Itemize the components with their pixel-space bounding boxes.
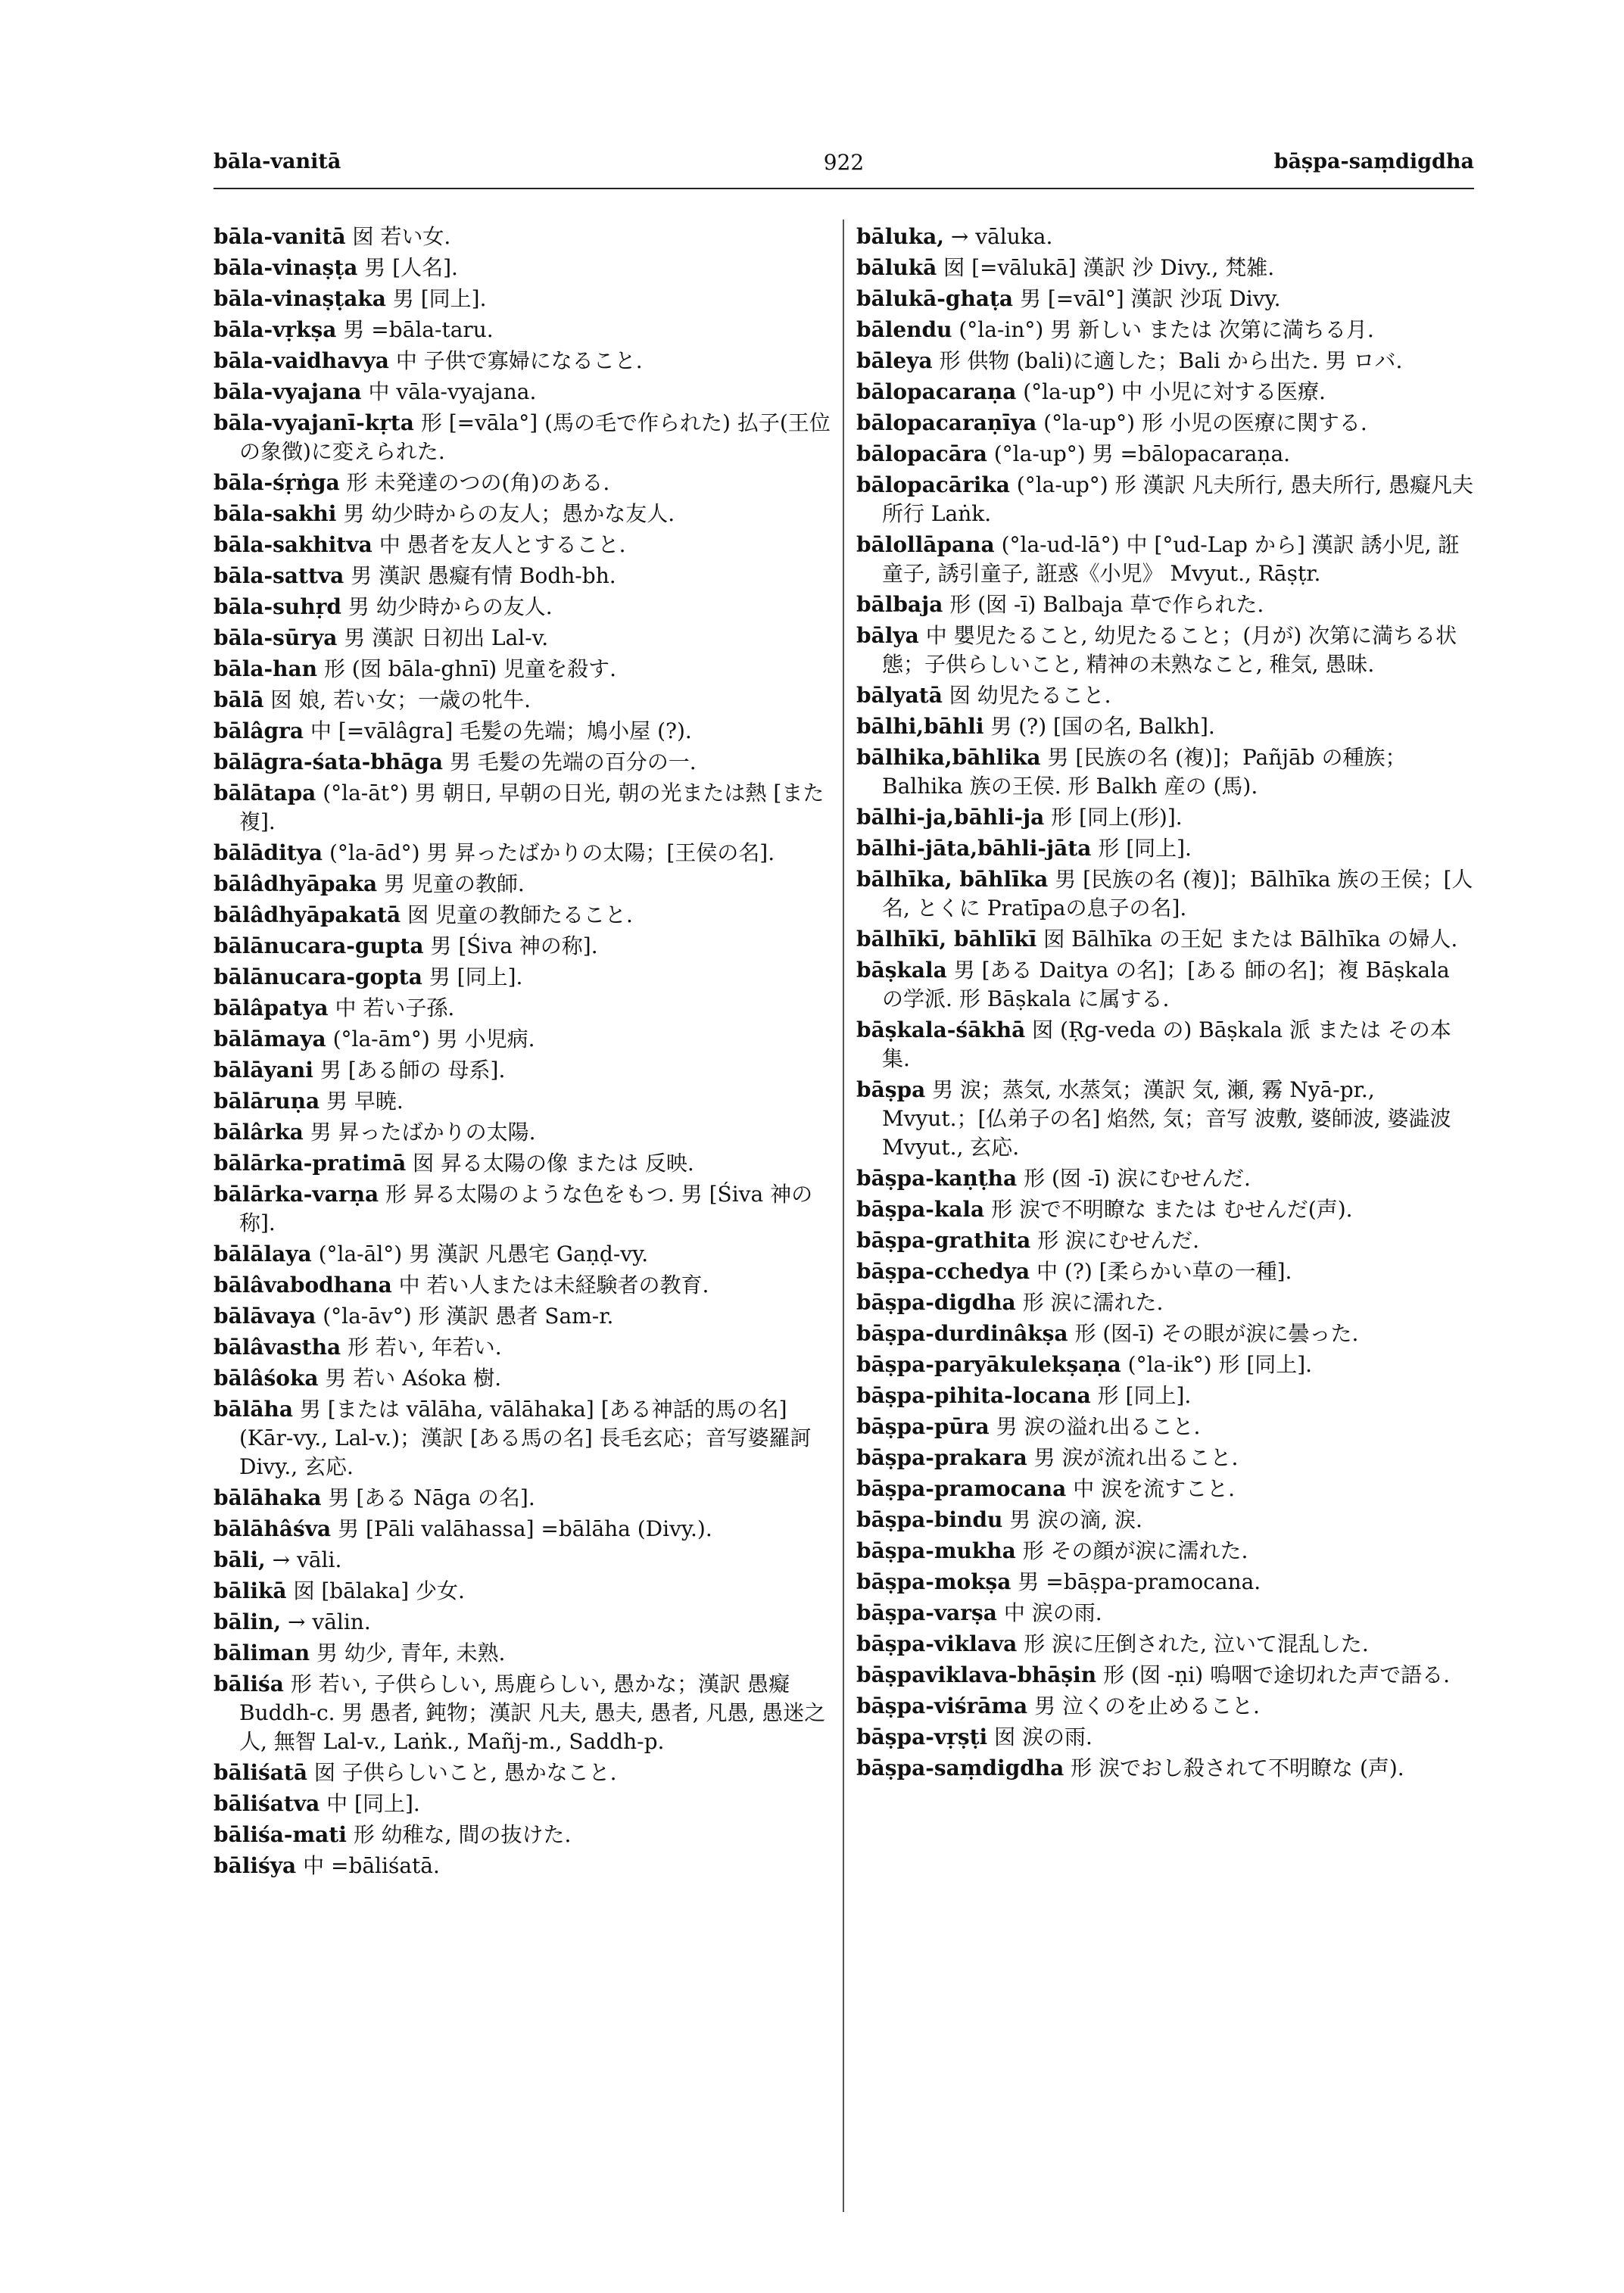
headword: bāla-suhṛd	[214, 594, 341, 619]
dictionary-entry	[856, 378, 1474, 407]
dictionary-entry	[214, 901, 831, 930]
headword: bālhīka, bāhlīka	[856, 867, 1049, 892]
gloss: (°la-up°) 形 漢訳 凡夫所行, 愚夫所行, 愚癡凡夫所行 Laṅk.	[882, 472, 1474, 526]
headword: bāla-vinaṣṭaka	[214, 286, 386, 311]
headword: bāla-vṛkṣa	[214, 317, 337, 342]
gloss: (°la-ād°) 男 昇ったばかりの太陽；[王侯の名].	[329, 840, 775, 865]
dictionary-entry	[214, 593, 831, 622]
gloss: 男 =bāṣpa-pramocana.	[1018, 1569, 1261, 1594]
gloss: 形 涙に圧倒された, 泣いて混乱した.	[1024, 1631, 1369, 1656]
gloss: 男 [または vālāha, vālāhaka] [ある神話的馬の名] (Kār-vy., Lal-v.)；漢訳 [ある馬の名] 長毛玄応；音写婆羅訶 Divy., 玄応.	[239, 1397, 812, 1479]
headword: bāla-vaidhavya	[214, 348, 389, 373]
headword: bāla-vanitā	[214, 224, 346, 249]
gloss: 形 若い, 子供らしい, 馬鹿らしい, 愚かな；漢訳 愚癡 Buddh-c. 男 愚者, 鈍物；漢訳 凡夫, 愚夫, 愚者, 凡愚, 愚迷之人, 無智 Lal-v., Laṅk., Mañj-m., Saddh-p.	[239, 1671, 826, 1754]
running-head-right: bāṣpa-saṃdigdha	[1273, 150, 1474, 173]
headword: bāṣkala	[856, 958, 947, 983]
dictionary-entry	[214, 1271, 831, 1300]
dictionary-entry	[214, 1790, 831, 1818]
gloss: 囡 [=vālukā] 漢訳 沙 Divy., 梵雑.	[943, 255, 1275, 280]
dictionary-entry	[856, 1257, 1474, 1286]
dictionary-entry	[214, 254, 831, 282]
headword: bālopacāra	[856, 441, 987, 466]
headword: bālāhâśva	[214, 1516, 332, 1541]
headword: bālhi-jāta,bāhli-jāta	[856, 836, 1092, 861]
header-rule	[214, 188, 1474, 189]
dictionary-entry	[856, 590, 1474, 619]
dictionary-entry	[214, 469, 831, 497]
gloss: (°la-ik°) 形 [同上].	[1127, 1352, 1313, 1377]
gloss: 形 供物 (bali)に適した；Bali から出た. 男 ロバ.	[939, 348, 1403, 373]
headword: bālâpatya	[214, 995, 329, 1020]
headword: bāṣpaviklava-bhāṣin	[856, 1662, 1097, 1687]
dictionary-entry	[856, 1537, 1474, 1566]
gloss: 形 涙で不明瞭な または むせんだ(声).	[991, 1197, 1353, 1222]
gloss: 形 (囡 -ī) Balbaja 草で作られた.	[949, 592, 1264, 617]
dictionary-entry	[856, 834, 1474, 863]
headword: bālāhaka	[214, 1485, 322, 1510]
dictionary-entry	[214, 1333, 831, 1362]
dictionary-entry	[214, 994, 831, 1023]
dictionary-entry	[856, 1661, 1474, 1690]
headword: bāṣpa-grathita	[856, 1228, 1031, 1253]
dictionary-entry	[214, 963, 831, 992]
gloss: 囡 児童の教師たること.	[407, 902, 633, 927]
page-header	[214, 150, 1474, 188]
dictionary-entry	[856, 865, 1474, 923]
gloss: 形 (囡 -ṇi) 嗚咽で途切れた声で語る.	[1103, 1662, 1450, 1687]
dictionary-entry	[856, 440, 1474, 469]
dictionary-entry	[856, 409, 1474, 438]
gloss: 形 [同上].	[1098, 836, 1192, 861]
headword: bāliśatva	[214, 1791, 320, 1816]
gloss: 男 漢訳 日初出 Lal-v.	[344, 625, 549, 650]
headword: bālhika,bāhlika	[856, 745, 1041, 770]
headword: bāliśya	[214, 1853, 297, 1878]
dictionary-entry	[214, 717, 831, 746]
gloss: 男 漢訳 愚癡有情 Bodh-bh.	[351, 563, 616, 588]
gloss: 囡 [bālaka] 少女.	[293, 1578, 465, 1603]
gloss: 中 嬰児たること, 幼児たること；(月が) 次第に満ちる状態；子供らしいこと, 精神の未熟なこと, 稚気, 愚昧.	[882, 623, 1457, 677]
headword: bālâgra	[214, 718, 304, 743]
dictionary-entry	[856, 1599, 1474, 1628]
headword: bāṣpa-paryākulekṣaṇa	[856, 1352, 1121, 1377]
gloss: 形 涙でおし殺されて不明瞭な (声).	[1071, 1756, 1404, 1781]
dictionary-entry	[856, 1351, 1474, 1379]
gloss: 形 (囡 -ī) 涙にむせんだ.	[1024, 1166, 1251, 1191]
gloss: 中 vāla-vyajana.	[368, 379, 537, 404]
gloss: (°la-āv°) 形 漢訳 愚者 Sam-r.	[323, 1304, 614, 1329]
dictionary-entry	[856, 1692, 1474, 1721]
gloss: 男 涙の溢れ出ること.	[996, 1414, 1201, 1439]
gloss: 男 昇ったばかりの太陽.	[310, 1120, 536, 1145]
dictionary-entry	[214, 655, 831, 684]
gloss: 形 未発達のつの(角)のある.	[346, 470, 610, 495]
gloss: 男 [ある Nāga の名].	[328, 1485, 535, 1510]
headword: bālālaya	[214, 1242, 312, 1266]
gloss: 男 泣くのを止めること.	[1034, 1693, 1260, 1718]
dictionary-entry	[214, 1240, 831, 1269]
headword: bāṣpa-pramocana	[856, 1476, 1067, 1501]
dictionary-entry	[214, 1149, 831, 1178]
gloss: 囡 昇る太陽の像 または 反映.	[413, 1151, 694, 1176]
dictionary-entry	[214, 1118, 831, 1147]
dictionary-entry	[214, 316, 831, 344]
headword: bālhīkī, bāhlīkī	[856, 927, 1037, 952]
headword: bāṣpa	[856, 1077, 926, 1102]
left-column	[214, 223, 831, 1883]
dictionary-entry	[214, 1180, 831, 1238]
headword: bāliśa-mati	[214, 1822, 347, 1847]
dictionary-entry	[856, 1382, 1474, 1410]
gloss: (°la-ud-lā°) 中 [°ud-Lap から] 漢訳 誘小児, 誑童子, 誘引童子, 誑惑《小児》 Mvyut., Rāṣṭr.	[882, 532, 1460, 586]
gloss: 形 その顔が涙に濡れた.	[1022, 1538, 1248, 1563]
headword: bālārka-pratimā	[214, 1151, 407, 1176]
running-head-left: bāla-vanitā	[214, 150, 341, 173]
gloss: → vāluka.	[950, 224, 1053, 249]
headword: bālâśoka	[214, 1366, 319, 1391]
dictionary-entry	[856, 956, 1474, 1014]
headword: bālârka	[214, 1120, 304, 1145]
dictionary-entry	[856, 743, 1474, 801]
gloss: 中 [=vālâgra] 毛髪の先端；鳩小屋 (?).	[310, 718, 692, 743]
gloss: 男 涙；蒸気, 水蒸気；漢訳 気, 瀬, 霧 Nyā-pr., Mvyut.；[仏弟子の名] 焰然, 気；音写 波敷, 婆師波, 婆澁波 Mvyut., 玄応.	[882, 1077, 1451, 1160]
dictionary-entry	[856, 803, 1474, 832]
headword: bālollāpana	[856, 532, 995, 557]
dictionary-entry	[214, 285, 831, 313]
headword: bālāruṇa	[214, 1089, 320, 1114]
dictionary-entry	[214, 1056, 831, 1085]
gloss: 囡 Bālhīka の王妃 または Bālhīka の婦人.	[1043, 927, 1458, 952]
headword: bāliśatā	[214, 1760, 307, 1785]
gloss: 中 [同上].	[326, 1791, 420, 1816]
dictionary-entry	[856, 254, 1474, 282]
dictionary-entry	[214, 1670, 831, 1756]
right-column	[856, 223, 1474, 1785]
headword: bālyatā	[856, 683, 943, 708]
headword: bāṣpa-prakara	[856, 1445, 1027, 1470]
dictionary-entry	[856, 1754, 1474, 1783]
headword: bālāvaya	[214, 1304, 316, 1329]
headword: bāleya	[856, 348, 933, 373]
headword: bāṣpa-vṛṣṭi	[856, 1724, 988, 1749]
gloss: 形 涙に濡れた.	[1022, 1290, 1164, 1315]
dictionary-entry	[214, 1852, 831, 1880]
headword: bāla-vyajanī-kṛta	[214, 410, 414, 435]
headword: bāli,	[214, 1547, 266, 1572]
gloss: 中 子供で寡婦になること.	[395, 348, 643, 373]
headword: bālâdhyāpaka	[214, 871, 378, 896]
dictionary-entry	[214, 1484, 831, 1513]
headword: bāṣpa-durdinâkṣa	[856, 1321, 1068, 1346]
headword: bālārka-varṇa	[214, 1182, 379, 1207]
gloss: 形 若い, 年若い.	[348, 1335, 502, 1360]
dictionary-entry	[214, 347, 831, 375]
gloss: 男 [同上].	[429, 964, 523, 989]
gloss: (°la-up°) 形 小児の医療に関する.	[1043, 410, 1367, 435]
dictionary-entry	[856, 925, 1474, 954]
gloss: 形 昇る太陽のような色をもつ. 男 [Śiva 神の称].	[239, 1182, 813, 1235]
headword: bālāditya	[214, 840, 323, 865]
headword: bālāgra-śata-bhāga	[214, 749, 443, 774]
headword: bālendu	[856, 317, 952, 342]
headword: bāla-sattva	[214, 563, 344, 588]
dictionary-entry	[214, 870, 831, 899]
dictionary-entry	[214, 531, 831, 559]
gloss: 形 (囡 bāla-ghnī) 児童を殺す.	[323, 656, 617, 681]
headword: bāṣpa-pihita-locana	[856, 1383, 1091, 1408]
gloss: (°la-ām°) 男 小児病.	[332, 1027, 535, 1051]
gloss: 男 毛髪の先端の百分の一.	[449, 749, 697, 774]
headword: bālāmaya	[214, 1027, 326, 1051]
headword: bālhi-ja,bāhli-ja	[856, 805, 1045, 830]
dictionary-entry	[214, 1025, 831, 1054]
headword: bāṣpa-varṣa	[856, 1600, 997, 1625]
gloss: 囡 子供らしいこと, 愚かなこと.	[313, 1760, 617, 1785]
headword: bālānucara-gopta	[214, 964, 422, 989]
gloss: → vāli.	[272, 1547, 342, 1572]
dictionary-entry	[856, 1195, 1474, 1224]
gloss: 男 [人名].	[364, 255, 458, 280]
dictionary-entry	[214, 932, 831, 961]
gloss: 形 [同上].	[1097, 1383, 1192, 1408]
headword: bāla-vinaṣṭa	[214, 255, 358, 280]
dictionary-entry	[856, 471, 1474, 528]
dictionary-entry	[856, 1226, 1474, 1255]
headword: bālikā	[214, 1578, 287, 1603]
gloss: 男 (?) [国の名, Balkh].	[990, 714, 1215, 739]
gloss: 男 涙の滴, 涙.	[1009, 1507, 1142, 1532]
headword: bālopacaraṇa	[856, 379, 1017, 404]
headword: bāṣkala-śākhā	[856, 1017, 1026, 1042]
headword: bāla-sakhi	[214, 501, 337, 526]
headword: bālukā	[856, 255, 937, 280]
headword: bāluka,	[856, 224, 945, 249]
gloss: 囡 幼児たること.	[949, 683, 1111, 708]
headword: bāla-vyajana	[214, 379, 362, 404]
dictionary-entry	[856, 681, 1474, 710]
headword: bāṣpa-digdha	[856, 1290, 1016, 1315]
gloss: 中 涙の雨.	[1003, 1600, 1102, 1625]
dictionary-entry	[856, 712, 1474, 741]
gloss: (°la-āl°) 男 漢訳 凡愚宅 Gaṇḍ-vy.	[318, 1242, 649, 1266]
gloss: (°la-in°) 男 新しい または 次第に満ちる月.	[959, 317, 1374, 342]
dictionary-entry	[214, 562, 831, 590]
headword: bālâvabodhana	[214, 1273, 392, 1298]
dictionary-entry	[856, 285, 1474, 313]
gloss: (°la-up°) 中 小児に対する医療.	[1023, 379, 1326, 404]
gloss: 男 幼少時からの友人；愚かな友人.	[343, 501, 675, 526]
page-number: 922	[823, 150, 865, 175]
dictionary-entry	[214, 748, 831, 777]
gloss: 男 [民族の名 (複)]；Bālhīka 族の王侯；[人名, とくに Pratīpaの息子の名].	[882, 867, 1473, 921]
dictionary-entry	[214, 1821, 831, 1849]
dictionary-entry	[214, 1577, 831, 1606]
gloss: 男 [Śiva 神の称].	[430, 933, 598, 958]
gloss: 形 [=vāla°] (馬の毛で作られた) 払子(王位の象徴)に変えられた.	[239, 410, 831, 464]
dictionary-entry	[214, 686, 831, 715]
gloss: 男 若い Aśoka 樹.	[325, 1366, 502, 1391]
headword: bāṣpa-viklava	[856, 1631, 1018, 1656]
headword: bālbaja	[856, 592, 943, 617]
dictionary-entry	[214, 500, 831, 528]
headword: bālopacārika	[856, 472, 1010, 497]
dictionary-entry	[856, 1444, 1474, 1472]
headword: bālhi,bāhli	[856, 714, 984, 739]
gloss: 形 [同上(形)].	[1051, 805, 1183, 830]
headword: bālukā-ghaṭa	[856, 286, 1014, 311]
dictionary-entry	[856, 1319, 1474, 1348]
headword: bāṣpa-viśrāma	[856, 1693, 1028, 1718]
dictionary-entry	[856, 622, 1474, 679]
headword: bāla-sūrya	[214, 625, 338, 650]
gloss: 囡 若い女.	[352, 224, 451, 249]
gloss: 中 若い人または未経験者の教育.	[398, 1273, 709, 1298]
gloss: → vālin.	[288, 1609, 371, 1634]
dictionary-entry	[856, 1164, 1474, 1193]
dictionary-entry	[856, 223, 1474, 251]
headword: bālya	[856, 623, 919, 648]
gloss: 男 早暁.	[326, 1089, 404, 1114]
gloss: 男 [Pāli valāhassa] =bālāha (Divy.).	[338, 1516, 712, 1541]
headword: bālāha	[214, 1397, 293, 1422]
dictionary-entry	[214, 1395, 831, 1481]
headword: bālānucara-gupta	[214, 933, 424, 958]
headword: bālāyani	[214, 1058, 313, 1083]
gloss: 囡 (Ṛg-veda の) Bāṣkala 派 または その本集.	[882, 1017, 1451, 1071]
dictionary-entry	[214, 1087, 831, 1116]
dictionary-entry	[214, 1515, 831, 1544]
gloss: 中 涙を流すこと.	[1073, 1476, 1236, 1501]
headword: bāṣpa-cchedya	[856, 1259, 1030, 1284]
headword: bālātapa	[214, 780, 316, 805]
gloss: 男 幼少, 青年, 未熟.	[316, 1640, 506, 1665]
headword: bāṣpa-kala	[856, 1197, 985, 1222]
dictionary-entry	[214, 1608, 831, 1637]
dictionary-entry	[214, 1546, 831, 1575]
column-divider	[843, 220, 844, 2212]
headword: bāla-sakhitva	[214, 532, 372, 557]
headword: bāṣpa-kaṇṭha	[856, 1166, 1018, 1191]
headword: bālâvastha	[214, 1335, 341, 1360]
gloss: 男 =bāla-taru.	[343, 317, 494, 342]
dictionary-entry	[214, 223, 831, 251]
gloss: 中 =bāliśatā.	[303, 1853, 440, 1878]
headword: bāliśa	[214, 1671, 284, 1696]
gloss: 囡 娘, 若い女；一歳の牝牛.	[270, 687, 531, 712]
gloss: (°la-āt°) 男 朝日, 早朝の日光, 朝の光または熱 [また 複].	[239, 780, 824, 834]
gloss: 男 [=vāl°] 漢訳 沙瓨 Divy.	[1019, 286, 1281, 311]
headword: bāṣpa-mokṣa	[856, 1569, 1011, 1594]
dictionary-entry	[856, 1630, 1474, 1659]
dictionary-entry	[214, 1639, 831, 1668]
dictionary-entry	[214, 409, 831, 466]
dictionary-entry	[856, 531, 1474, 588]
gloss: 囡 涙の雨.	[994, 1724, 1093, 1749]
dictionary-entry	[856, 316, 1474, 344]
gloss: 形 (囡-ī) その眼が涙に曇った.	[1074, 1321, 1359, 1346]
dictionary-entry	[214, 378, 831, 407]
dictionary-entry	[856, 1016, 1474, 1073]
gloss: 中 (?) [柔らかい草の一種].	[1036, 1259, 1292, 1284]
gloss: 男 [ある師の 母系].	[320, 1058, 506, 1083]
gloss: 男 児童の教師.	[384, 871, 525, 896]
dictionary-entry	[214, 624, 831, 653]
headword: bāṣpa-pūra	[856, 1414, 990, 1439]
dictionary-entry	[214, 1302, 831, 1331]
dictionary-entry	[214, 1364, 831, 1393]
headword: bālin,	[214, 1609, 282, 1634]
dictionary-entry	[856, 1475, 1474, 1503]
dictionary-entry	[856, 1413, 1474, 1441]
dictionary-entry	[856, 1723, 1474, 1752]
gloss: (°la-up°) 男 =bālopacaraṇa.	[993, 441, 1291, 466]
gloss: 形 涙にむせんだ.	[1037, 1228, 1200, 1253]
gloss: 中 若い子孫.	[335, 995, 455, 1020]
dictionary-entry	[856, 1506, 1474, 1534]
gloss: 男 [ある Daitya の名]；[ある 師の名]；複 Bāṣkala の学派. 形 Bāṣkala に属する.	[882, 958, 1450, 1011]
dictionary-entry	[856, 1288, 1474, 1317]
headword: bāla-han	[214, 656, 317, 681]
dictionary-entry	[214, 1759, 831, 1787]
gloss: 男 幼少時からの友人.	[348, 594, 553, 619]
gloss: 男 涙が流れ出ること.	[1033, 1445, 1239, 1470]
gloss: 中 愚者を友人とすること.	[379, 532, 626, 557]
gloss: 男 [同上].	[392, 286, 487, 311]
headword: bāla-śṛṅga	[214, 470, 340, 495]
headword: bālâdhyāpakatā	[214, 902, 401, 927]
dictionary-entry	[214, 779, 831, 837]
headword: bālā	[214, 687, 264, 712]
gloss: 形 幼稚な, 間の抜けた.	[353, 1822, 572, 1847]
gloss: 男 [民族の名 (複)]；Pañjāb の種族；Balhika 族の王侯. 形 Balkh 産の (馬).	[882, 745, 1407, 799]
dictionary-entry	[856, 1076, 1474, 1162]
headword: bāliman	[214, 1640, 310, 1665]
headword: bālopacaraṇīya	[856, 410, 1037, 435]
headword: bāṣpa-bindu	[856, 1507, 1003, 1532]
headword: bāṣpa-saṃdigdha	[856, 1756, 1064, 1781]
dictionary-entry	[856, 347, 1474, 375]
dictionary-entry	[856, 1568, 1474, 1597]
dictionary-entry	[214, 839, 831, 868]
headword: bāṣpa-mukha	[856, 1538, 1016, 1563]
